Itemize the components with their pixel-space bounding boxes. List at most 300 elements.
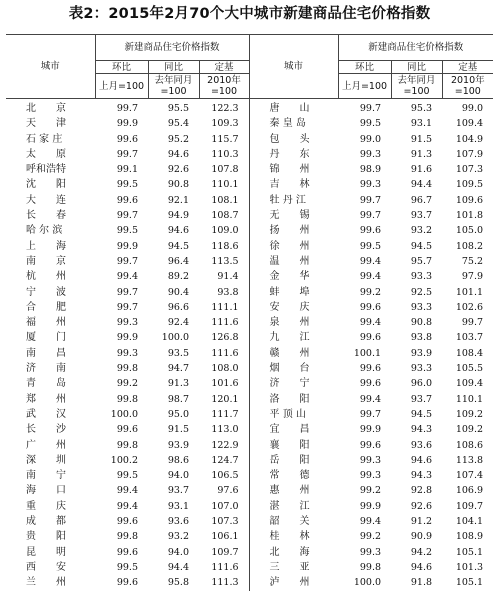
table-row [6, 575, 493, 590]
mom-value-right: 100.1 [353, 347, 382, 359]
column-header-city-left: 城市 [6, 35, 95, 99]
table-row [6, 361, 493, 376]
fixed-value-right: 108.4 [455, 347, 484, 359]
mom-value-right: 98.9 [359, 164, 382, 176]
city-name-right: 蚌 埠 [249, 285, 338, 300]
mom-value-left: 99.8 [116, 531, 138, 543]
fixed-value-right: 101.3 [455, 561, 484, 573]
yoy-value-right: 91.3 [410, 148, 433, 160]
fixed-value-left: 111.6 [199, 315, 249, 330]
yoy-value-right: 93.3 [410, 301, 433, 313]
mom-value-right: 99.7 [359, 103, 382, 114]
fixed-value-left: 108.7 [199, 208, 249, 223]
city-name-right: 湛 江 [249, 499, 338, 514]
yoy-value-left: 91.3 [167, 378, 189, 390]
fixed-value-left: 113.5 [199, 254, 249, 269]
city-name-right: 宜 昌 [249, 422, 338, 437]
table-row [6, 453, 493, 468]
fixed-value-right: 104.9 [455, 133, 484, 145]
table-body [6, 99, 493, 591]
fixed-value-right: 108.2 [455, 240, 484, 252]
mom-value-right: 99.3 [359, 454, 382, 466]
city-name-right: 烟 台 [249, 361, 338, 376]
city-name-left: 石 家 庄 [26, 133, 63, 145]
yoy-value-left: 92.6 [167, 164, 189, 176]
table-row [6, 300, 493, 315]
yoy-value-left: 94.0 [167, 546, 189, 558]
city-name-left: 杭 州 [26, 271, 66, 283]
table-row [6, 438, 493, 453]
yoy-value-right: 93.7 [410, 210, 433, 222]
city-name-left: 宁 波 [26, 286, 66, 298]
fixed-value-right: 109.7 [455, 500, 484, 512]
mom-value-right: 99.6 [359, 378, 382, 390]
mom-value-left: 99.3 [116, 317, 138, 329]
city-name-left: 哈 尔 滨 [26, 225, 63, 237]
fixed-value-left: 106.5 [199, 468, 249, 483]
mom-value-left: 99.9 [116, 240, 138, 252]
fixed-value-right: 108.6 [455, 439, 484, 451]
fixed-value-left: 124.7 [199, 453, 249, 468]
yoy-value-right: 94.2 [410, 546, 433, 558]
fixed-value-right: 97.9 [461, 271, 484, 283]
city-name-left: 西 安 [26, 561, 66, 573]
yoy-value-left: 100.0 [161, 332, 189, 344]
city-name-right: 丹 东 [249, 147, 338, 162]
mom-value-left: 99.7 [116, 301, 138, 313]
mom-value-right: 99.6 [359, 363, 382, 375]
yoy-value-left: 92.4 [167, 317, 189, 329]
mom-value-left: 99.3 [116, 347, 138, 359]
fixed-value-left: 115.7 [199, 132, 249, 147]
fixed-value-left: 93.8 [199, 285, 249, 300]
yoy-value-left: 98.7 [167, 393, 189, 405]
table-row [6, 407, 493, 422]
fixed-value-left: 107.3 [199, 514, 249, 529]
city-name-left: 北 京 [26, 103, 66, 114]
fixed-value-left: 110.1 [199, 177, 249, 192]
mom-value-left: 99.7 [116, 103, 138, 114]
fixed-value-left: 111.6 [199, 346, 249, 361]
fixed-value-right: 107.3 [455, 164, 484, 176]
fixed-value-right: 113.8 [455, 454, 484, 466]
city-name-right: 包 头 [249, 132, 338, 147]
city-name-right: 济 宁 [249, 376, 338, 391]
city-name-right: 九 江 [249, 330, 338, 345]
mom-value-left: 99.7 [116, 210, 138, 222]
city-name-right: 唐 山 [249, 99, 338, 117]
city-name-right: 扬 州 [249, 223, 338, 238]
city-name-right: 金 华 [249, 269, 338, 284]
city-name-right: 平 顶 山 [249, 407, 338, 422]
fixed-value-left: 108.1 [199, 193, 249, 208]
yoy-value-left: 96.6 [167, 301, 189, 313]
city-name-right: 泉 州 [249, 315, 338, 330]
yoy-value-left: 93.9 [167, 439, 189, 451]
mom-value-right: 99.9 [359, 500, 382, 512]
mom-value-right: 99.6 [359, 225, 382, 237]
city-name-right: 韶 关 [249, 514, 338, 529]
city-name-right: 桂 林 [249, 529, 338, 544]
yoy-value-left: 93.6 [167, 516, 189, 528]
fixed-value-left: 107.8 [199, 162, 249, 177]
mom-value-right: 99.9 [359, 424, 382, 436]
mom-value-left: 99.7 [116, 286, 138, 298]
base-header-mom-right: 上月=100 [338, 74, 391, 99]
table-row [6, 376, 493, 391]
fixed-value-right: 107.4 [455, 470, 484, 482]
city-name-right: 三 亚 [249, 560, 338, 575]
price-index-table [6, 34, 493, 591]
fixed-value-left: 109.3 [199, 116, 249, 131]
yoy-value-left: 95.0 [167, 408, 189, 420]
mom-value-left: 99.1 [116, 164, 138, 176]
table-row [6, 330, 493, 345]
mom-value-right: 99.3 [359, 546, 382, 558]
yoy-value-left: 94.9 [167, 210, 189, 222]
fixed-value-left: 107.0 [199, 499, 249, 514]
mom-value-left: 99.8 [116, 363, 138, 375]
mom-value-right: 99.2 [359, 531, 382, 543]
city-name-right: 惠 州 [249, 483, 338, 498]
column-header-fixed-right: 定基 [442, 61, 493, 74]
city-name-left: 昆 明 [26, 546, 66, 558]
mom-value-left: 99.9 [116, 118, 138, 130]
yoy-value-right: 91.8 [410, 577, 433, 589]
table-title: 表2：2015年2月70个大中城市新建商品住宅价格指数 [68, 6, 431, 22]
fixed-value-right: 109.2 [455, 408, 484, 420]
yoy-value-left: 94.5 [167, 240, 189, 252]
table-row [6, 147, 493, 162]
mom-value-left: 99.4 [116, 271, 138, 283]
city-name-right: 无 锡 [249, 208, 338, 223]
column-group-header-right: 新建商品住宅价格指数 [338, 35, 493, 61]
city-name-left: 福 州 [26, 317, 66, 329]
city-name-left: 厦 门 [26, 332, 66, 344]
price-index-table-container [6, 34, 495, 600]
mom-value-right: 99.4 [359, 393, 382, 405]
city-name-right: 北 海 [249, 545, 338, 560]
city-name-left: 青 岛 [26, 378, 66, 390]
mom-value-left: 99.5 [116, 179, 138, 191]
yoy-value-left: 89.2 [167, 271, 189, 283]
city-name-left: 南 京 [26, 255, 66, 267]
fixed-value-right: 101.8 [455, 210, 484, 222]
table-row [6, 162, 493, 177]
city-name-left: 深 圳 [26, 454, 66, 466]
yoy-value-right: 93.1 [410, 118, 433, 130]
mom-value-right: 99.7 [359, 194, 382, 206]
fixed-value-left: 108.0 [199, 361, 249, 376]
fixed-value-left: 126.8 [199, 330, 249, 345]
yoy-value-right: 93.8 [410, 332, 433, 344]
fixed-value-right: 103.7 [455, 332, 484, 344]
yoy-value-left: 94.6 [167, 148, 189, 160]
mom-value-left: 99.6 [116, 546, 138, 558]
city-name-left: 济 南 [26, 363, 66, 375]
yoy-value-left: 93.7 [167, 485, 189, 497]
fixed-value-left: 118.6 [199, 239, 249, 254]
mom-value-right: 99.3 [359, 470, 382, 482]
city-name-left: 长 春 [26, 210, 66, 222]
mom-value-left: 99.4 [116, 485, 138, 497]
city-name-left: 广 州 [26, 439, 66, 451]
yoy-value-left: 93.5 [167, 347, 189, 359]
yoy-value-right: 93.9 [410, 347, 433, 359]
column-header-city-right: 城市 [249, 35, 338, 99]
mom-value-left: 99.4 [116, 500, 138, 512]
fixed-value-left: 109.0 [199, 223, 249, 238]
yoy-value-right: 91.2 [410, 516, 433, 528]
mom-value-right: 99.5 [359, 118, 382, 130]
mom-value-right: 99.0 [359, 133, 382, 145]
yoy-value-right: 93.3 [410, 271, 433, 283]
yoy-value-right: 91.5 [410, 133, 433, 145]
city-name-right: 秦 皇 岛 [249, 116, 338, 131]
fixed-value-right: 105.0 [455, 225, 484, 237]
city-name-left: 郑 州 [26, 393, 66, 405]
table-row [6, 208, 493, 223]
yoy-value-left: 90.4 [167, 286, 189, 298]
yoy-value-right: 94.6 [410, 454, 433, 466]
yoy-value-right: 90.8 [410, 317, 433, 329]
table-row [6, 132, 493, 147]
yoy-value-left: 94.0 [167, 470, 189, 482]
table-row [6, 392, 493, 407]
yoy-value-left: 93.1 [167, 500, 189, 512]
fixed-value-right: 102.6 [455, 301, 484, 313]
table-row [6, 193, 493, 208]
mom-value-left: 99.7 [116, 148, 138, 160]
city-name-left: 成 都 [26, 516, 66, 528]
city-name-left: 南 昌 [26, 347, 66, 359]
yoy-value-left: 95.8 [167, 577, 189, 589]
mom-value-left: 99.9 [116, 332, 138, 344]
mom-value-left: 99.6 [116, 424, 138, 436]
mom-value-right: 99.4 [359, 271, 382, 283]
city-name-left: 贵 阳 [26, 531, 66, 543]
yoy-value-right: 91.6 [410, 164, 433, 176]
yoy-value-left: 94.6 [167, 225, 189, 237]
fixed-value-left: 111.3 [199, 575, 249, 590]
city-name-right: 锦 州 [249, 162, 338, 177]
yoy-value-right: 93.7 [410, 393, 433, 405]
city-name-left: 上 海 [26, 240, 66, 252]
table-row [6, 315, 493, 330]
base-header-yoy-left: 去年同月=100 [148, 74, 199, 99]
fixed-value-right: 75.2 [461, 255, 484, 267]
city-name-left: 南 宁 [26, 470, 66, 482]
fixed-value-left: 111.1 [199, 300, 249, 315]
table-row [6, 346, 493, 361]
fixed-value-right: 105.1 [455, 546, 484, 558]
yoy-value-right: 92.8 [410, 485, 433, 497]
mom-value-right: 99.3 [359, 179, 382, 191]
fixed-value-right: 107.9 [455, 148, 484, 160]
base-header-yoy-right: 去年同月=100 [391, 74, 442, 99]
city-name-right: 安 庆 [249, 300, 338, 315]
city-name-right: 襄 阳 [249, 438, 338, 453]
city-name-left: 天 津 [26, 118, 66, 130]
city-name-right: 温 州 [249, 254, 338, 269]
mom-value-right: 99.6 [359, 332, 382, 344]
mom-value-left: 99.8 [116, 439, 138, 451]
yoy-value-right: 94.6 [410, 561, 433, 573]
yoy-value-right: 92.5 [410, 286, 433, 298]
fixed-value-right: 110.1 [455, 393, 484, 405]
fixed-value-right: 108.9 [455, 531, 484, 543]
yoy-value-right: 95.7 [410, 255, 433, 267]
fixed-value-left: 111.6 [199, 560, 249, 575]
city-name-right: 徐 州 [249, 239, 338, 254]
base-header-mom-left: 上月=100 [95, 74, 148, 99]
fixed-value-right: 109.4 [455, 378, 484, 390]
table-row [6, 223, 493, 238]
mom-value-left: 99.8 [116, 393, 138, 405]
table-row [6, 116, 493, 131]
fixed-value-right: 106.9 [455, 485, 484, 497]
column-header-yoy-right: 同比 [391, 61, 442, 74]
yoy-value-right: 92.6 [410, 500, 433, 512]
fixed-value-left: 91.4 [199, 269, 249, 284]
fixed-value-right: 105.1 [455, 577, 484, 589]
city-name-left: 重 庆 [26, 500, 66, 512]
city-name-right: 洛 阳 [249, 392, 338, 407]
table-row [6, 483, 493, 498]
fixed-value-right: 105.5 [455, 363, 484, 375]
yoy-value-right: 96.7 [410, 194, 433, 206]
yoy-value-left: 98.6 [167, 454, 189, 466]
yoy-value-right: 93.3 [410, 363, 433, 375]
column-group-header-left: 新建商品住宅价格指数 [95, 35, 249, 61]
mom-value-left: 99.5 [116, 470, 138, 482]
yoy-value-left: 94.7 [167, 363, 189, 375]
mom-value-left: 100.0 [110, 408, 138, 420]
column-header-yoy-left: 同比 [148, 61, 199, 74]
mom-value-right: 99.6 [359, 301, 382, 313]
city-name-left: 沈 阳 [26, 179, 66, 191]
table-row [6, 177, 493, 192]
mom-value-right: 99.5 [359, 240, 382, 252]
table-row [6, 468, 493, 483]
base-header-fixed-right: 2010年=100 [442, 74, 493, 99]
fixed-value-left: 101.6 [199, 376, 249, 391]
yoy-value-right: 94.3 [410, 424, 433, 436]
table-row [6, 285, 493, 300]
mom-value-left: 99.6 [116, 577, 138, 589]
yoy-value-left: 95.2 [167, 133, 189, 145]
yoy-value-right: 93.6 [410, 439, 433, 451]
city-name-right: 常 德 [249, 468, 338, 483]
yoy-value-left: 95.5 [167, 103, 189, 114]
fixed-value-right: 109.4 [455, 118, 484, 130]
mom-value-left: 99.6 [116, 194, 138, 206]
fixed-value-left: 106.1 [199, 529, 249, 544]
city-name-left: 兰 州 [26, 577, 66, 589]
yoy-value-left: 95.4 [167, 118, 189, 130]
table-header [6, 35, 493, 99]
yoy-value-right: 94.4 [410, 179, 433, 191]
city-name-left: 长 沙 [26, 424, 66, 436]
mom-value-left: 99.5 [116, 561, 138, 573]
mom-value-right: 99.4 [359, 317, 382, 329]
yoy-value-left: 92.1 [167, 194, 189, 206]
column-header-fixed-left: 定基 [199, 61, 249, 74]
yoy-value-left: 96.4 [167, 255, 189, 267]
mom-value-right: 99.2 [359, 286, 382, 298]
fixed-value-left: 113.0 [199, 422, 249, 437]
fixed-value-left: 111.7 [199, 407, 249, 422]
mom-value-left: 99.2 [116, 378, 138, 390]
fixed-value-left: 122.9 [199, 438, 249, 453]
table-row [6, 499, 493, 514]
mom-value-right: 99.6 [359, 439, 382, 451]
city-name-right: 牡 丹 江 [249, 193, 338, 208]
column-header-mom-right: 环比 [338, 61, 391, 74]
base-header-fixed-left: 2010年=100 [199, 74, 249, 99]
city-name-right: 吉 林 [249, 177, 338, 192]
fixed-value-right: 104.1 [455, 516, 484, 528]
city-name-left: 武 汉 [26, 408, 66, 420]
mom-value-right: 99.3 [359, 148, 382, 160]
mom-value-right: 99.8 [359, 561, 382, 573]
table-row [6, 239, 493, 254]
fixed-value-right: 101.1 [455, 286, 484, 298]
column-header-mom-left: 环比 [95, 61, 148, 74]
yoy-value-right: 94.5 [410, 408, 433, 420]
fixed-value-left: 120.1 [199, 392, 249, 407]
fixed-value-right: 109.6 [455, 194, 484, 206]
city-name-right: 泸 州 [249, 575, 338, 590]
city-name-left: 太 原 [26, 148, 66, 160]
table-row [6, 269, 493, 284]
table-row [6, 254, 493, 269]
yoy-value-left: 93.2 [167, 531, 189, 543]
mom-value-left: 100.2 [110, 454, 138, 466]
fixed-value-right: 109.2 [455, 424, 484, 436]
table-row [6, 529, 493, 544]
city-name-left: 呼和浩特 [26, 164, 66, 176]
yoy-value-right: 94.5 [410, 240, 433, 252]
city-name-left: 海 口 [26, 485, 66, 497]
table-row [6, 560, 493, 575]
city-name-left: 合 肥 [26, 301, 66, 313]
table-row [6, 422, 493, 437]
fixed-value-left: 97.6 [199, 483, 249, 498]
yoy-value-left: 91.5 [167, 424, 189, 436]
mom-value-left: 99.5 [116, 225, 138, 237]
yoy-value-left: 90.8 [167, 179, 189, 191]
city-name-left: 大 连 [26, 194, 66, 206]
fixed-value-left: 122.3 [199, 99, 249, 117]
city-name-right: 赣 州 [249, 346, 338, 361]
mom-value-left: 99.6 [116, 516, 138, 528]
mom-value-right: 100.0 [353, 577, 382, 589]
mom-value-right: 99.2 [359, 485, 382, 497]
table-row [6, 99, 493, 117]
table-row [6, 514, 493, 529]
city-name-right: 岳 阳 [249, 453, 338, 468]
yoy-value-right: 95.3 [410, 103, 433, 114]
yoy-value-right: 90.9 [410, 531, 433, 543]
yoy-value-right: 94.3 [410, 470, 433, 482]
mom-value-right: 99.7 [359, 210, 382, 222]
yoy-value-right: 96.0 [410, 378, 433, 390]
table-row [6, 545, 493, 560]
yoy-value-right: 93.2 [410, 225, 433, 237]
fixed-value-right: 99.7 [461, 317, 484, 329]
fixed-value-left: 110.3 [199, 147, 249, 162]
